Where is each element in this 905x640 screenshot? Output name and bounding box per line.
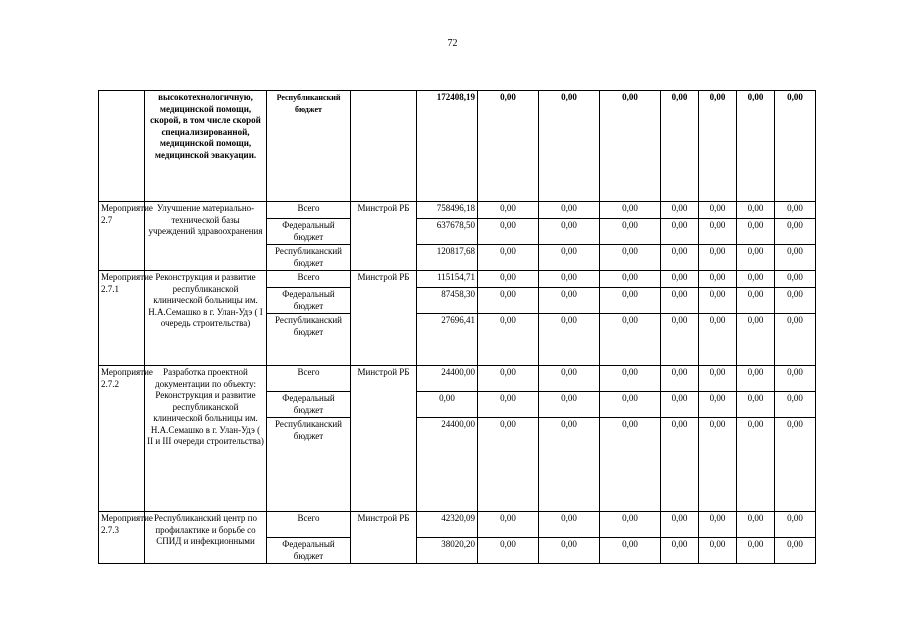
- page-number: 72: [447, 38, 458, 49]
- total-cell: 637678,50: [417, 219, 478, 245]
- event-code-cell: Мероприятие 2.7.1: [99, 271, 145, 366]
- value-cell: 0,00: [775, 512, 816, 538]
- value-cell: 0,00: [737, 202, 775, 219]
- funding-source-cell: Республиканский бюджет: [267, 418, 351, 512]
- funding-source-cell: Всего: [267, 202, 351, 219]
- value-cell: 0,00: [699, 366, 737, 392]
- value-cell: 0,00: [539, 392, 600, 418]
- value-cell: 0,00: [699, 538, 737, 564]
- total-cell: 0,00: [417, 392, 478, 418]
- value-cell: 0,00: [775, 245, 816, 271]
- executor-cell: Минстрой РБ: [351, 366, 417, 512]
- value-cell: 0,00: [539, 288, 600, 314]
- value-cell: 0,00: [539, 219, 600, 245]
- value-cell: 0,00: [661, 366, 699, 392]
- total-cell: 172408,19: [417, 91, 478, 202]
- value-cell: 0,00: [737, 314, 775, 366]
- funding-source-cell: Всего: [267, 366, 351, 392]
- executor-cell: Минстрой РБ: [351, 202, 417, 271]
- value-cell: 0,00: [775, 418, 816, 512]
- funding-source-cell: Федеральный бюджет: [267, 392, 351, 418]
- value-cell: 0,00: [539, 91, 600, 202]
- value-cell: 0,00: [737, 245, 775, 271]
- funding-source-cell: Всего: [267, 271, 351, 288]
- value-cell: 0,00: [661, 271, 699, 288]
- value-cell: 0,00: [600, 245, 661, 271]
- value-cell: 0,00: [699, 418, 737, 512]
- value-cell: 0,00: [478, 538, 539, 564]
- value-cell: 0,00: [661, 202, 699, 219]
- table-row: [99, 202, 816, 219]
- value-cell: 0,00: [661, 392, 699, 418]
- value-cell: 0,00: [699, 314, 737, 366]
- value-cell: 0,00: [661, 219, 699, 245]
- value-cell: 0,00: [539, 366, 600, 392]
- total-cell: 38020,20: [417, 538, 478, 564]
- value-cell: 0,00: [478, 366, 539, 392]
- value-cell: 0,00: [478, 245, 539, 271]
- value-cell: 0,00: [661, 512, 699, 538]
- value-cell: 0,00: [775, 314, 816, 366]
- value-cell: 0,00: [478, 202, 539, 219]
- value-cell: 0,00: [699, 219, 737, 245]
- value-cell: 0,00: [737, 288, 775, 314]
- value-cell: 0,00: [478, 219, 539, 245]
- value-cell: 0,00: [600, 392, 661, 418]
- value-cell: 0,00: [539, 538, 600, 564]
- funding-source-cell: Всего: [267, 512, 351, 538]
- value-cell: 0,00: [600, 202, 661, 219]
- funding-source-cell: Федеральный бюджет: [267, 288, 351, 314]
- value-cell: 0,00: [539, 512, 600, 538]
- value-cell: 0,00: [737, 366, 775, 392]
- event-code-cell: Мероприятие 2.7.3: [99, 512, 145, 564]
- value-cell: 0,00: [661, 288, 699, 314]
- value-cell: 0,00: [478, 288, 539, 314]
- total-cell: 42320,09: [417, 512, 478, 538]
- total-cell: 120817,68: [417, 245, 478, 271]
- value-cell: 0,00: [539, 314, 600, 366]
- value-cell: 0,00: [661, 314, 699, 366]
- value-cell: 0,00: [600, 288, 661, 314]
- total-cell: 115154,71: [417, 271, 478, 288]
- value-cell: 0,00: [539, 418, 600, 512]
- value-cell: 0,00: [737, 219, 775, 245]
- value-cell: 0,00: [737, 538, 775, 564]
- value-cell: 0,00: [600, 538, 661, 564]
- value-cell: 0,00: [661, 538, 699, 564]
- value-cell: 0,00: [539, 202, 600, 219]
- total-cell: 87458,30: [417, 288, 478, 314]
- value-cell: 0,00: [775, 271, 816, 288]
- value-cell: 0,00: [478, 314, 539, 366]
- value-cell: 0,00: [775, 202, 816, 219]
- value-cell: 0,00: [600, 271, 661, 288]
- value-cell: 0,00: [600, 219, 661, 245]
- funding-source-cell: Республиканский бюджет: [267, 245, 351, 271]
- event-name-cell: высокотехнологичную, медицинской помощи, скорой, в том числе скорой специализированной, медицинской помощи, медицинской эвакуации.: [145, 91, 267, 202]
- table-row: [99, 512, 816, 538]
- value-cell: 0,00: [600, 91, 661, 202]
- value-cell: 0,00: [661, 418, 699, 512]
- event-name-cell: Разработка проектной документации по объекту: Реконструкция и развитие республиканской клинической больницы им. Н.А.Семашко в г. Улан-Удэ ( II и III очереди строительства): [145, 366, 267, 512]
- value-cell: 0,00: [478, 91, 539, 202]
- value-cell: 0,00: [699, 91, 737, 202]
- value-cell: 0,00: [600, 314, 661, 366]
- executor-cell: [351, 91, 417, 202]
- value-cell: 0,00: [600, 418, 661, 512]
- value-cell: 0,00: [737, 418, 775, 512]
- total-cell: 24400,00: [417, 418, 478, 512]
- value-cell: 0,00: [478, 512, 539, 538]
- value-cell: 0,00: [600, 366, 661, 392]
- value-cell: 0,00: [661, 91, 699, 202]
- executor-cell: Минстрой РБ: [351, 512, 417, 564]
- value-cell: 0,00: [775, 91, 816, 202]
- value-cell: 0,00: [699, 512, 737, 538]
- value-cell: 0,00: [737, 271, 775, 288]
- funding-source-cell: Республиканский бюджет: [267, 91, 351, 202]
- event-code-cell: [99, 91, 145, 202]
- budget-table: [98, 90, 816, 564]
- value-cell: 0,00: [699, 202, 737, 219]
- value-cell: 0,00: [539, 245, 600, 271]
- value-cell: 0,00: [737, 91, 775, 202]
- event-name-cell: Республиканский центр по профилактике и борьбе со СПИД и инфекционными: [145, 512, 267, 564]
- event-code-cell: Мероприятие 2.7: [99, 202, 145, 271]
- value-cell: 0,00: [699, 245, 737, 271]
- value-cell: 0,00: [699, 392, 737, 418]
- total-cell: 24400,00: [417, 366, 478, 392]
- table-row: [99, 91, 816, 202]
- total-cell: 758496,18: [417, 202, 478, 219]
- value-cell: 0,00: [775, 288, 816, 314]
- executor-cell: Минстрой РБ: [351, 271, 417, 366]
- total-cell: 27696,41: [417, 314, 478, 366]
- value-cell: 0,00: [699, 271, 737, 288]
- value-cell: 0,00: [775, 392, 816, 418]
- event-code-cell: Мероприятие 2.7.2: [99, 366, 145, 512]
- value-cell: 0,00: [478, 271, 539, 288]
- event-name-cell: Реконструкция и развитие республиканской клинической больницы им. Н.А.Семашко в г. Улан-Удэ ( I очередь строительства): [145, 271, 267, 366]
- value-cell: 0,00: [737, 512, 775, 538]
- value-cell: 0,00: [775, 538, 816, 564]
- value-cell: 0,00: [600, 512, 661, 538]
- value-cell: 0,00: [478, 418, 539, 512]
- event-name-cell: Улучшение материально-технической базы учреждений здравоохранения: [145, 202, 267, 271]
- value-cell: 0,00: [478, 392, 539, 418]
- funding-source-cell: Федеральный бюджет: [267, 219, 351, 245]
- table-row: [99, 271, 816, 288]
- value-cell: 0,00: [775, 219, 816, 245]
- funding-source-cell: Республиканский бюджет: [267, 314, 351, 366]
- table-row: [99, 366, 816, 392]
- value-cell: 0,00: [737, 392, 775, 418]
- funding-source-cell: Федеральный бюджет: [267, 538, 351, 564]
- value-cell: 0,00: [539, 271, 600, 288]
- value-cell: 0,00: [699, 288, 737, 314]
- value-cell: 0,00: [661, 245, 699, 271]
- value-cell: 0,00: [775, 366, 816, 392]
